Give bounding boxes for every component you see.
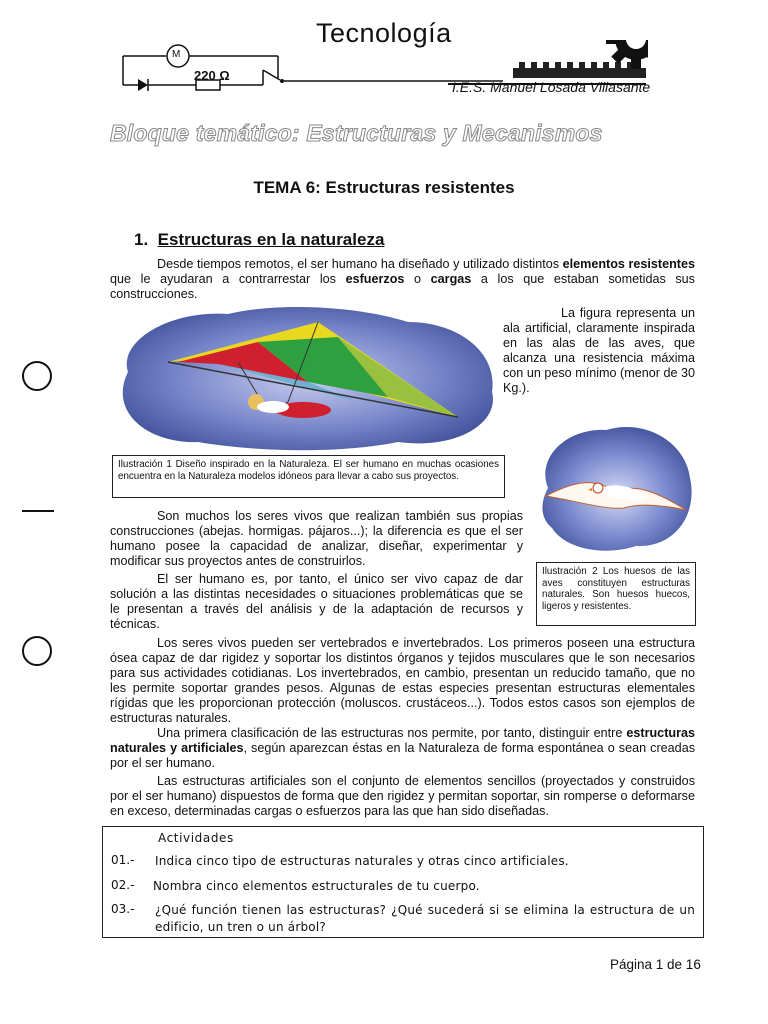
activity-text: Nombra cinco elementos estructurales de tu cuerpo. (153, 879, 480, 893)
punch-hole-icon (22, 636, 52, 666)
activity-number: 01.- (111, 853, 135, 867)
page-number: Página 1 de 16 (610, 957, 701, 972)
caption-illustration-1: Ilustración 1 Diseño inspirado en la Naturaleza. El ser humano en muchas ocasiones encuentra en la Naturaleza modelos idóneos para llevar a cabo sus proyectos. (112, 455, 505, 498)
activities-title: Actividades (158, 831, 234, 845)
activity-text: Indica cinco tipo de estructuras naturales y otras cinco artificiales. (155, 854, 569, 868)
section-heading (134, 230, 384, 250)
paragraph-artificial: Las estructuras artificiales son el conjunto de elementos sencillos (proyectados y construidos por el ser humano) dispuestos de forma que den rigidez y permitan soportar, sin romperse o deformarse en exceso, determinadas cargas o esfuerzos para las que han sido diseñadas. (110, 774, 695, 818)
hang-glider-illustration (108, 302, 500, 454)
activity-number: 03.- (111, 902, 135, 916)
page-title: TEMA 6: Estructuras resistentes (253, 178, 515, 197)
caption-illustration-2: Ilustración 2 Los huesos de las aves constituyen estructuras naturales. Son huesos huecos, ligeros y resistentes. (536, 562, 696, 626)
resistor-label: 220 Ω (194, 68, 230, 83)
section-title: Estructuras en la naturaleza (157, 230, 385, 249)
motor-label: M (172, 49, 181, 60)
paragraph-human: El ser humano es, por tanto, el único ser vivo capaz de dar solución a las distintas necesidades o situaciones problemáticas que se le presentan a través del análisis y de la adaptación de recursos y técnicas. (110, 572, 523, 631)
header-title: Tecnología (316, 18, 452, 48)
activities-box (102, 826, 704, 938)
school-name: I.E.S. Manuel Losada Villasante (452, 79, 651, 95)
paragraph-vertebrates: Los seres vivos pueden ser vertebrados e invertebrados. Los primeros poseen una estructura ósea capaz de dar rigidez y soportar los distintos órganos y tejidos musculares que le son necesarios para sus actividades cotidianas. Los invertebrados, en cambio, presentan un reducido tamaño, que no les permite soportar grandes pesos. Algunas de estas especies presentan estructuras elementales rígidas que les proporcionan protección (moluscos. crustáceos...). Todos estos casos son ejemplos de estructuras naturales. (110, 636, 695, 725)
paragraph-classification: Una primera clasificación de las estructuras nos permite, por tanto, distinguir entre estructuras naturales y artificiales, según aparezcan éstas en la Naturaleza de forma espontánea o sean creadas por el ser humano. (110, 726, 695, 770)
paragraph-wing: La figura representa un ala artificial, claramente inspirada en las alas de las aves, que alcanza una resistencia máxima con un peso mínimo (menor de 30 Kg.). (503, 306, 695, 395)
punch-hole-icon (22, 361, 52, 391)
section-number: 1. (134, 230, 149, 249)
paragraph-living-beings: Son muchos los seres vivos que realizan también sus propias construcciones (abejas. hormigas. pájaros...); la diferencia es que el ser humano posee la capacidad de analizar, diseñar, experimentar y modificar sus proyectos antes de construirlos. (110, 509, 523, 568)
fold-mark (22, 510, 54, 512)
bird-illustration (536, 418, 696, 556)
paragraph-intro: Desde tiempos remotos, el ser humano ha diseñado y utilizado distintos elementos resistentes que le ayudaran a contrarrestar los esfuerzos o cargas a los que estaban sometidas sus construcciones. (110, 257, 695, 301)
activity-number: 02.- (111, 878, 135, 892)
activity-text: ¿Qué función tienen las estructuras? ¿Qué sucederá si se elimina la estructura de un edificio, un tren o un árbol? (155, 903, 695, 934)
bloque-heading: Bloque temático: Estructuras y Mecanismos (110, 120, 603, 146)
